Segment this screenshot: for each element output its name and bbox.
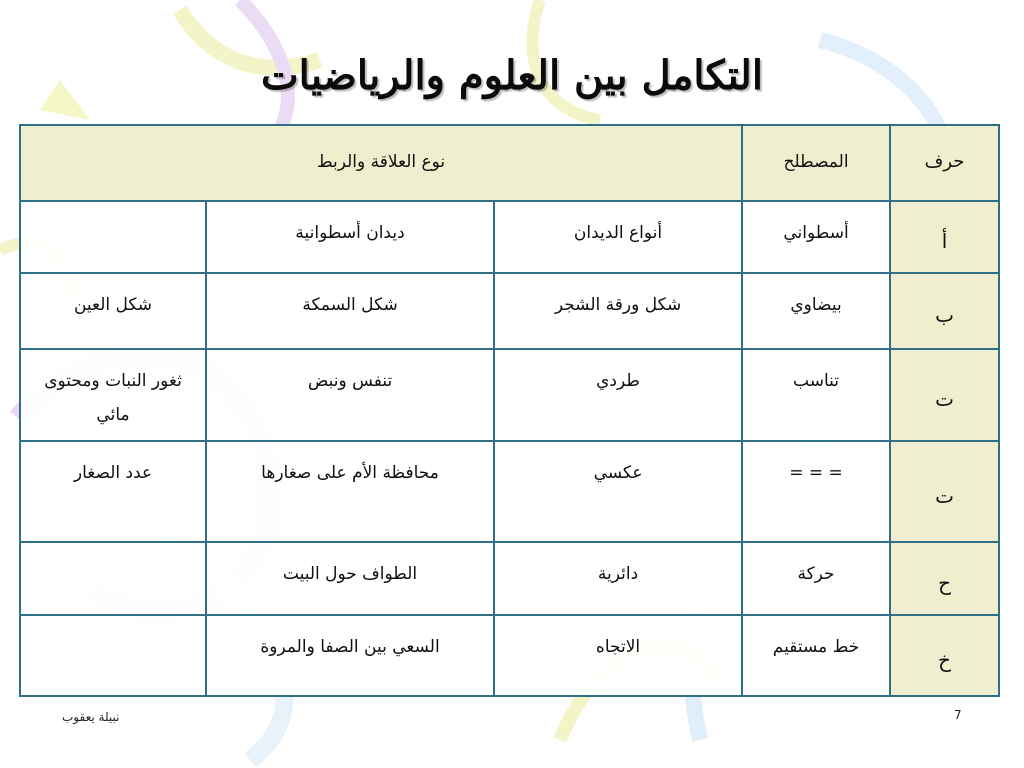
- page-title: التكامل بين العلوم والرياضيات: [261, 52, 763, 99]
- header-letter: حرف: [890, 125, 999, 201]
- table-row: [20, 273, 999, 349]
- table-row: [20, 349, 999, 441]
- row-relation-3: عدد الصغار: [20, 441, 206, 542]
- row-relation-3: [20, 201, 206, 273]
- relations-table: [19, 124, 1000, 697]
- row-relation-3: شكل العين: [20, 273, 206, 349]
- row-letter: خ: [890, 615, 999, 696]
- table-header-row: [20, 125, 999, 201]
- row-letter: ت: [890, 349, 999, 441]
- row-relation-3: [20, 615, 206, 696]
- row-relation-2: تنفس ونبض: [206, 349, 494, 441]
- row-relation-2: محافظة الأم على صغارها: [206, 441, 494, 542]
- table-row: [20, 441, 999, 542]
- table-row: [20, 542, 999, 615]
- row-term: أسطواني: [742, 201, 890, 273]
- row-relation-1: طردي: [494, 349, 742, 441]
- row-relation-2: الطواف حول البيت: [206, 542, 494, 615]
- row-letter: أ: [890, 201, 999, 273]
- row-relation-1: دائرية: [494, 542, 742, 615]
- header-term: المصطلح: [742, 125, 890, 201]
- row-term: بيضاوي: [742, 273, 890, 349]
- row-relation-2: ديدان أسطوانية: [206, 201, 494, 273]
- row-letter: ت: [890, 441, 999, 542]
- table-row: [20, 615, 999, 696]
- row-relation-3: ثغور النبات ومحتوى مائي: [20, 349, 206, 441]
- row-relation-2: السعي بين الصفا والمروة: [206, 615, 494, 696]
- row-term: = = =: [742, 441, 890, 542]
- row-term: تناسب: [742, 349, 890, 441]
- table-row: [20, 201, 999, 273]
- row-relation-1: الاتجاه: [494, 615, 742, 696]
- row-relation-1: عكسي: [494, 441, 742, 542]
- row-term: حركة: [742, 542, 890, 615]
- row-relation-1: شكل ورقة الشجر: [494, 273, 742, 349]
- row-relation-3: [20, 542, 206, 615]
- row-letter: ح: [890, 542, 999, 615]
- row-relation-2: شكل السمكة: [206, 273, 494, 349]
- row-term: خط مستقيم: [742, 615, 890, 696]
- header-relation: نوع العلاقة والربط: [20, 125, 742, 201]
- row-relation-1: أنواع الديدان: [494, 201, 742, 273]
- row-letter: ب: [890, 273, 999, 349]
- author-name: نبيلة يعقوب: [62, 710, 120, 724]
- page-number: 7: [954, 708, 962, 722]
